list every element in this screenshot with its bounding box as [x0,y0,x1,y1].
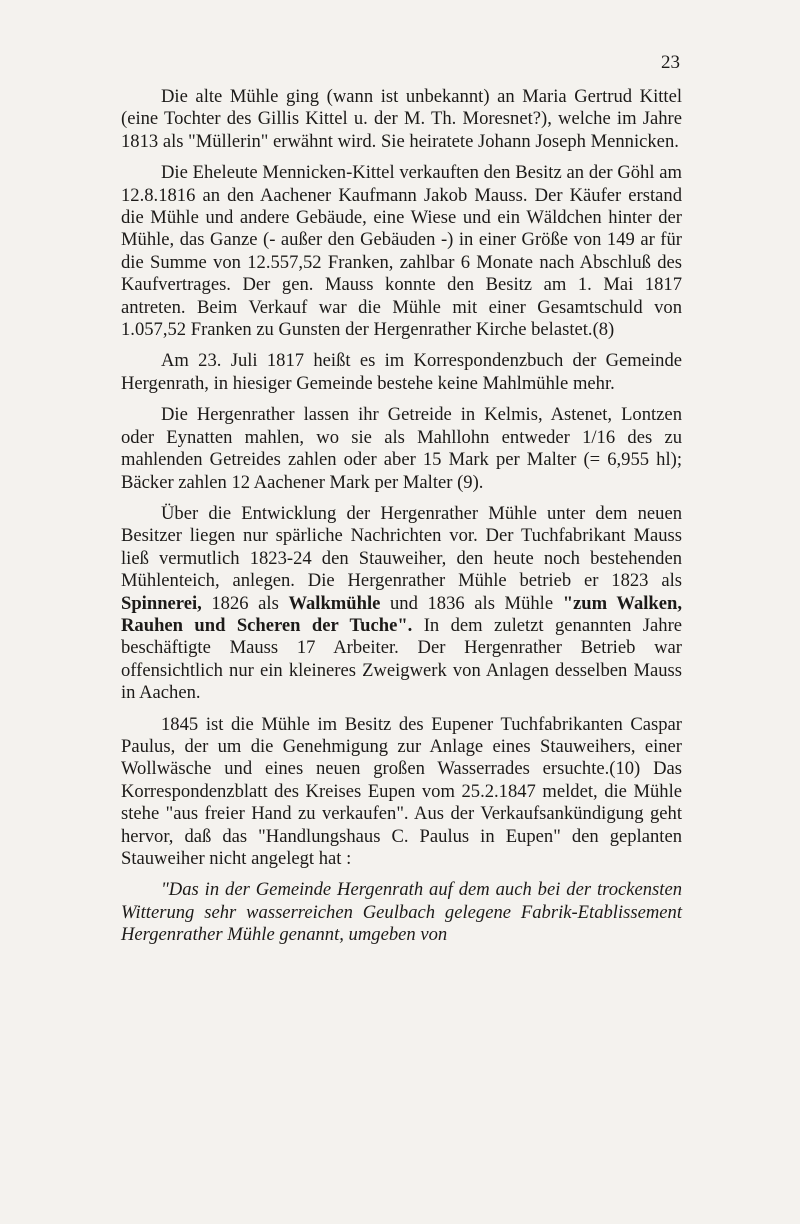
bold-phrase: Spinnerei, [121,592,202,614]
text-body [121,86,682,947]
bold-phrase: "zum Walken, Rauhen und Scheren der Tuche". [121,592,682,636]
text-run: In dem zuletzt genannten Jahre beschäftigte Mauss 17 Arbeiter. Der Hergenrather Betrieb war offensichtlich nur ein kleineres Zweigwerk von Anlagen desselben Mauss in Aachen. [121,614,683,704]
text-run: 1845 ist die Mühle im Besitz des Eupener Tuchfabrikanten Caspar Paulus, der um die Genehmigung zur Anlage eines Stauweihers, einer Wollwäsche und eines neuen großen Wasserrades ersuchte.(10) Das Korrespondenzblatt des Kreises Eupen vom 25.2.1847 meldet, die Mühle stehe "aus freier Hand zu verkaufen". Aus der Verkaufsankündigung geht hervor, daß das "Handlungshaus C. Paulus in Eupen" den geplanten Stauweiher nicht angelegt hat : [121,713,682,869]
body-paragraph [121,404,682,494]
body-paragraph [121,714,682,871]
paragraph-list [121,86,682,870]
body-paragraph [121,350,682,395]
body-paragraph [121,86,682,153]
text-run: 1826 als [201,592,289,614]
text-run: Die alte Mühle ging (wann ist unbekannt) an Maria Gertrud Kittel (eine Tochter des Gillis Kittel u. der M. Th. Moresnet?), welche im Jahre 1813 als "Müllerin" erwähnt wird. Sie heiratete Johann Joseph Mennicken. [121,86,682,152]
body-paragraph [121,503,682,705]
body-paragraph [121,162,682,341]
quote-paragraph: "Das in der Gemeinde Hergenrath auf dem auch bei der trockensten Witterung sehr wasserreichen Geulbach gelegene Fabrik-Etablissement Hergenrather Mühle genannt, umgeben von [121,879,682,946]
bold-phrase: Walkmühle [288,592,381,614]
text-run: Die Eheleute Mennicken-Kittel verkauften den Besitz an der Göhl am 12.8.1816 an den Aachener Kaufmann Jakob Mauss. Der Käufer erstand die Mühle und andere Gebäude, eine Wiese und ein Wäldchen hinter der Mühle, das Ganze (- außer den Gebäuden -) in einer Größe von 149 ar für die Summe von 12.557,52 Franken, zahlbar 6 Monate nach Abschluß des Kaufvertrages. Der gen. Mauss konnte den Besitz am 1. Mai 1817 antreten. Beim Verkauf war die Mühle mit einer Gesamtschuld von 1.057,52 Franken zu Gunsten der Hergenrather Kirche belastet.(8) [121,162,682,341]
text-run: Über die Entwicklung der Hergenrather Mühle unter dem neuen Besitzer liegen nur spärliche Nachrichten vor. Der Tuchfabrikant Mauss ließ vermutlich 1823-24 den Stauweiher, den heute noch bestehenden Mühlenteich, anlegen. Die Hergenrather Mühle betrieb er 1823 als [121,502,682,592]
text-run: Am 23. Juli 1817 heißt es im Korrespondenzbuch der Gemeinde Hergenrath, in hiesiger Gemeinde bestehe keine Mahlmühle mehr. [121,350,682,394]
page-number: 23 [661,52,680,73]
text-run: und 1836 als Mühle [380,592,563,614]
text-run: Die Hergenrather lassen ihr Getreide in Kelmis, Astenet, Lontzen oder Eynatten mahlen, wo sie als Mahllohn entweder 1/16 des zu mahlenden Getreides zahlen oder aber 15 Mark per Malter (= 6,955 hl); Bäcker zahlen 12 Aachener Mark per Malter (9). [121,404,682,493]
